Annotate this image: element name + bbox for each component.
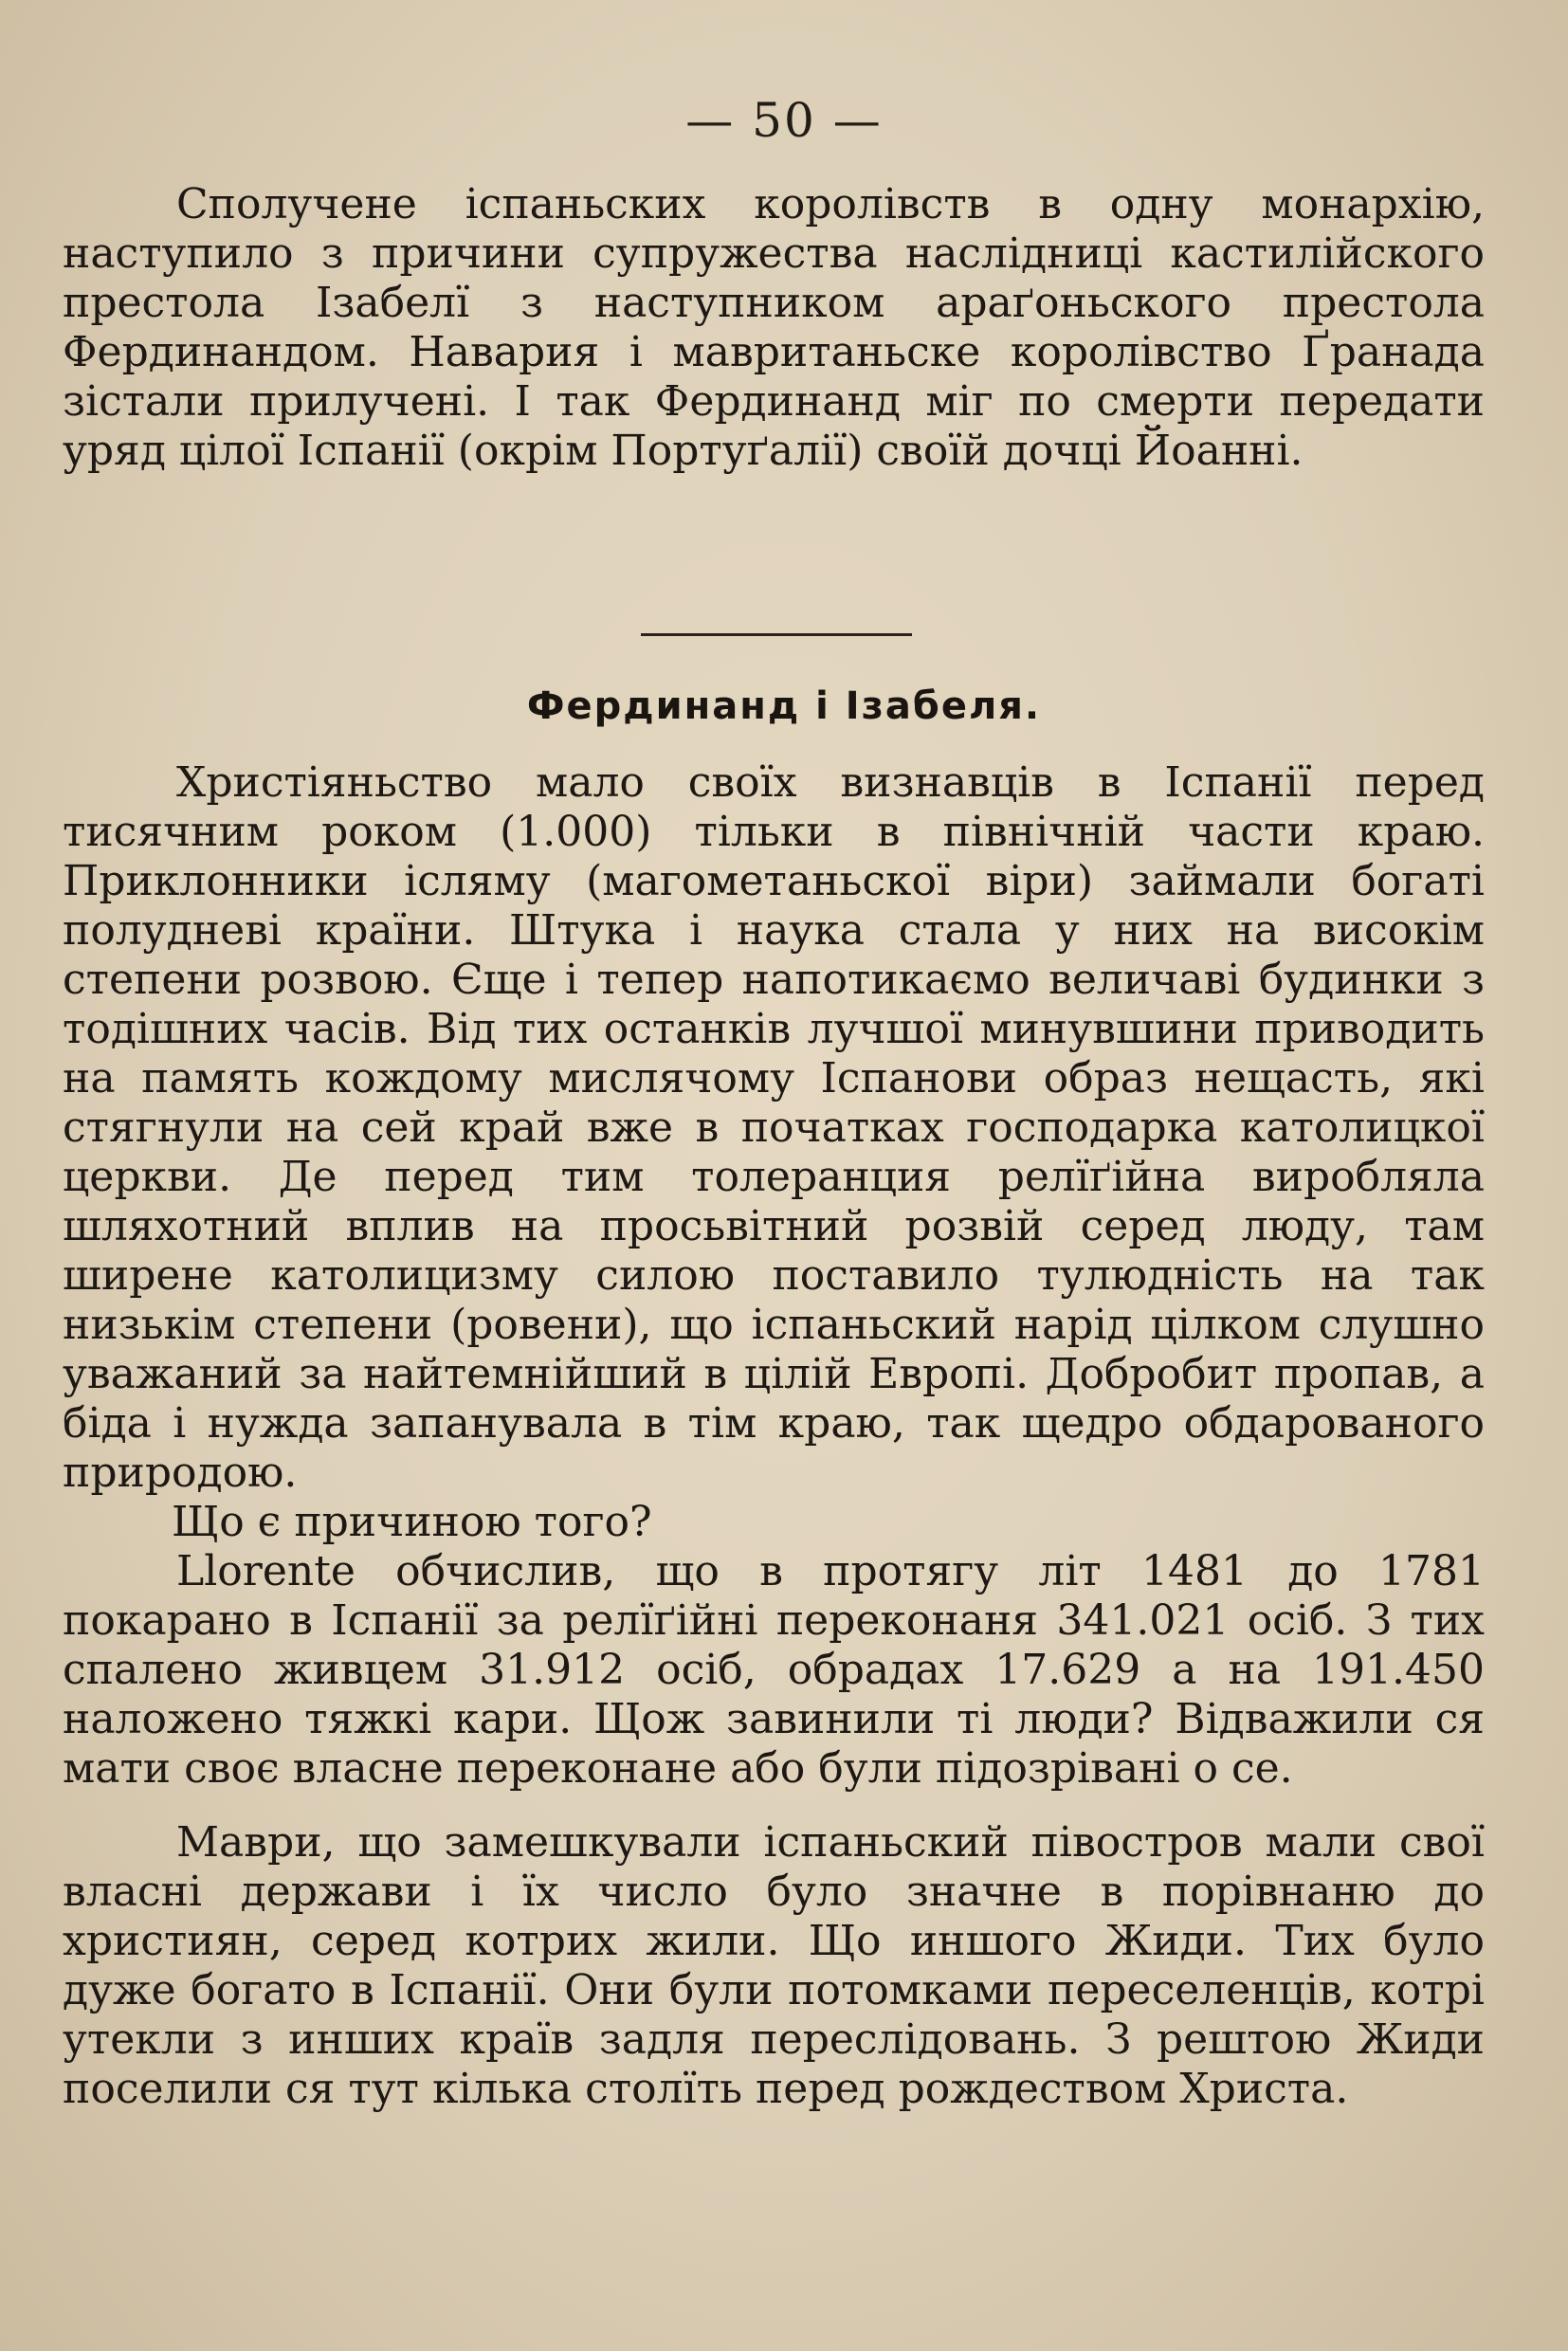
paragraph-moors: Маври, що замешкували іспаньский півостров мали свої власні держави і їх число було значне в порівнаню до християн, серед котрих жили. Що иншого Жиди. Тих було дуже богато в Іспанії. Они були потомками переселенців, котрі утекли з инших країв задля переслідовань. З рештою Жиди поселили ся тут кілька столїть перед рождеством Христа. bbox=[63, 1818, 1485, 2113]
section-body bbox=[63, 758, 1485, 2114]
paragraph-question: Що є причиною того? bbox=[172, 1498, 652, 1546]
intro-text bbox=[63, 180, 1485, 476]
page-number: — 50 — bbox=[685, 93, 883, 148]
paragraph-christianity: Христіяньство мало своїх визнавців в Іспанії перед тисячним роком (1.000) тільки в північній части краю. Приклонники ісляму (магометаньскої віри) займали богаті полудневі країни. Штука і наука стала у них на високім степени розвою. Єще і тепер напотикаємо величаві будинки з тодішних часів. Від тих останків лучшої минувшини приводить на память кождому мислячому Іспанови образ нещасть, які стягнули на сей край вже в початках господарка католицкої церкви. Де перед тим толеранция релїґійна виробляла шляхотний вплив на просьвітний розвій серед люду, там ширене католицизму силою поставило тулюдність на так низькім степени (ровени), що іспаньский нарід цілком слушно уважаний за найтемнійший в цілій Европі. Добробит пропав, а біда і нужда запанувала в тім краю, так щедро обдарованого природою. bbox=[63, 758, 1485, 1497]
section-heading: Фердинанд і Ізабеля. bbox=[526, 684, 1042, 728]
paragraph-llorente: Llorente обчислив, що в протягу літ 1481 до 1781 покарано в Іспанії за релїґійні переконаня 341.021 осіб. З тих спалено живцем 31.912 осіб, обрадах 17.629 а на 191.450 наложено тяжкі кари. Щож завинили ті люди? Відважили ся мати своє власне переконане або були підозрівані о се. bbox=[63, 1547, 1485, 1793]
intro-paragraph: Сполучене іспаньских королівств в одну монархію, наступило з причини супружества наслідниці кастилійского престола Ізабелї з наступником араґоньского престола Фердинандом. Навария і мавританьске королівство Ґранада зістали прилучені. І так Фердинанд міг по смерти передати уряд цілої Іспанії (окрім Портуґалії) своїй дочці Йоанні. bbox=[63, 180, 1485, 475]
section-divider bbox=[641, 633, 912, 636]
